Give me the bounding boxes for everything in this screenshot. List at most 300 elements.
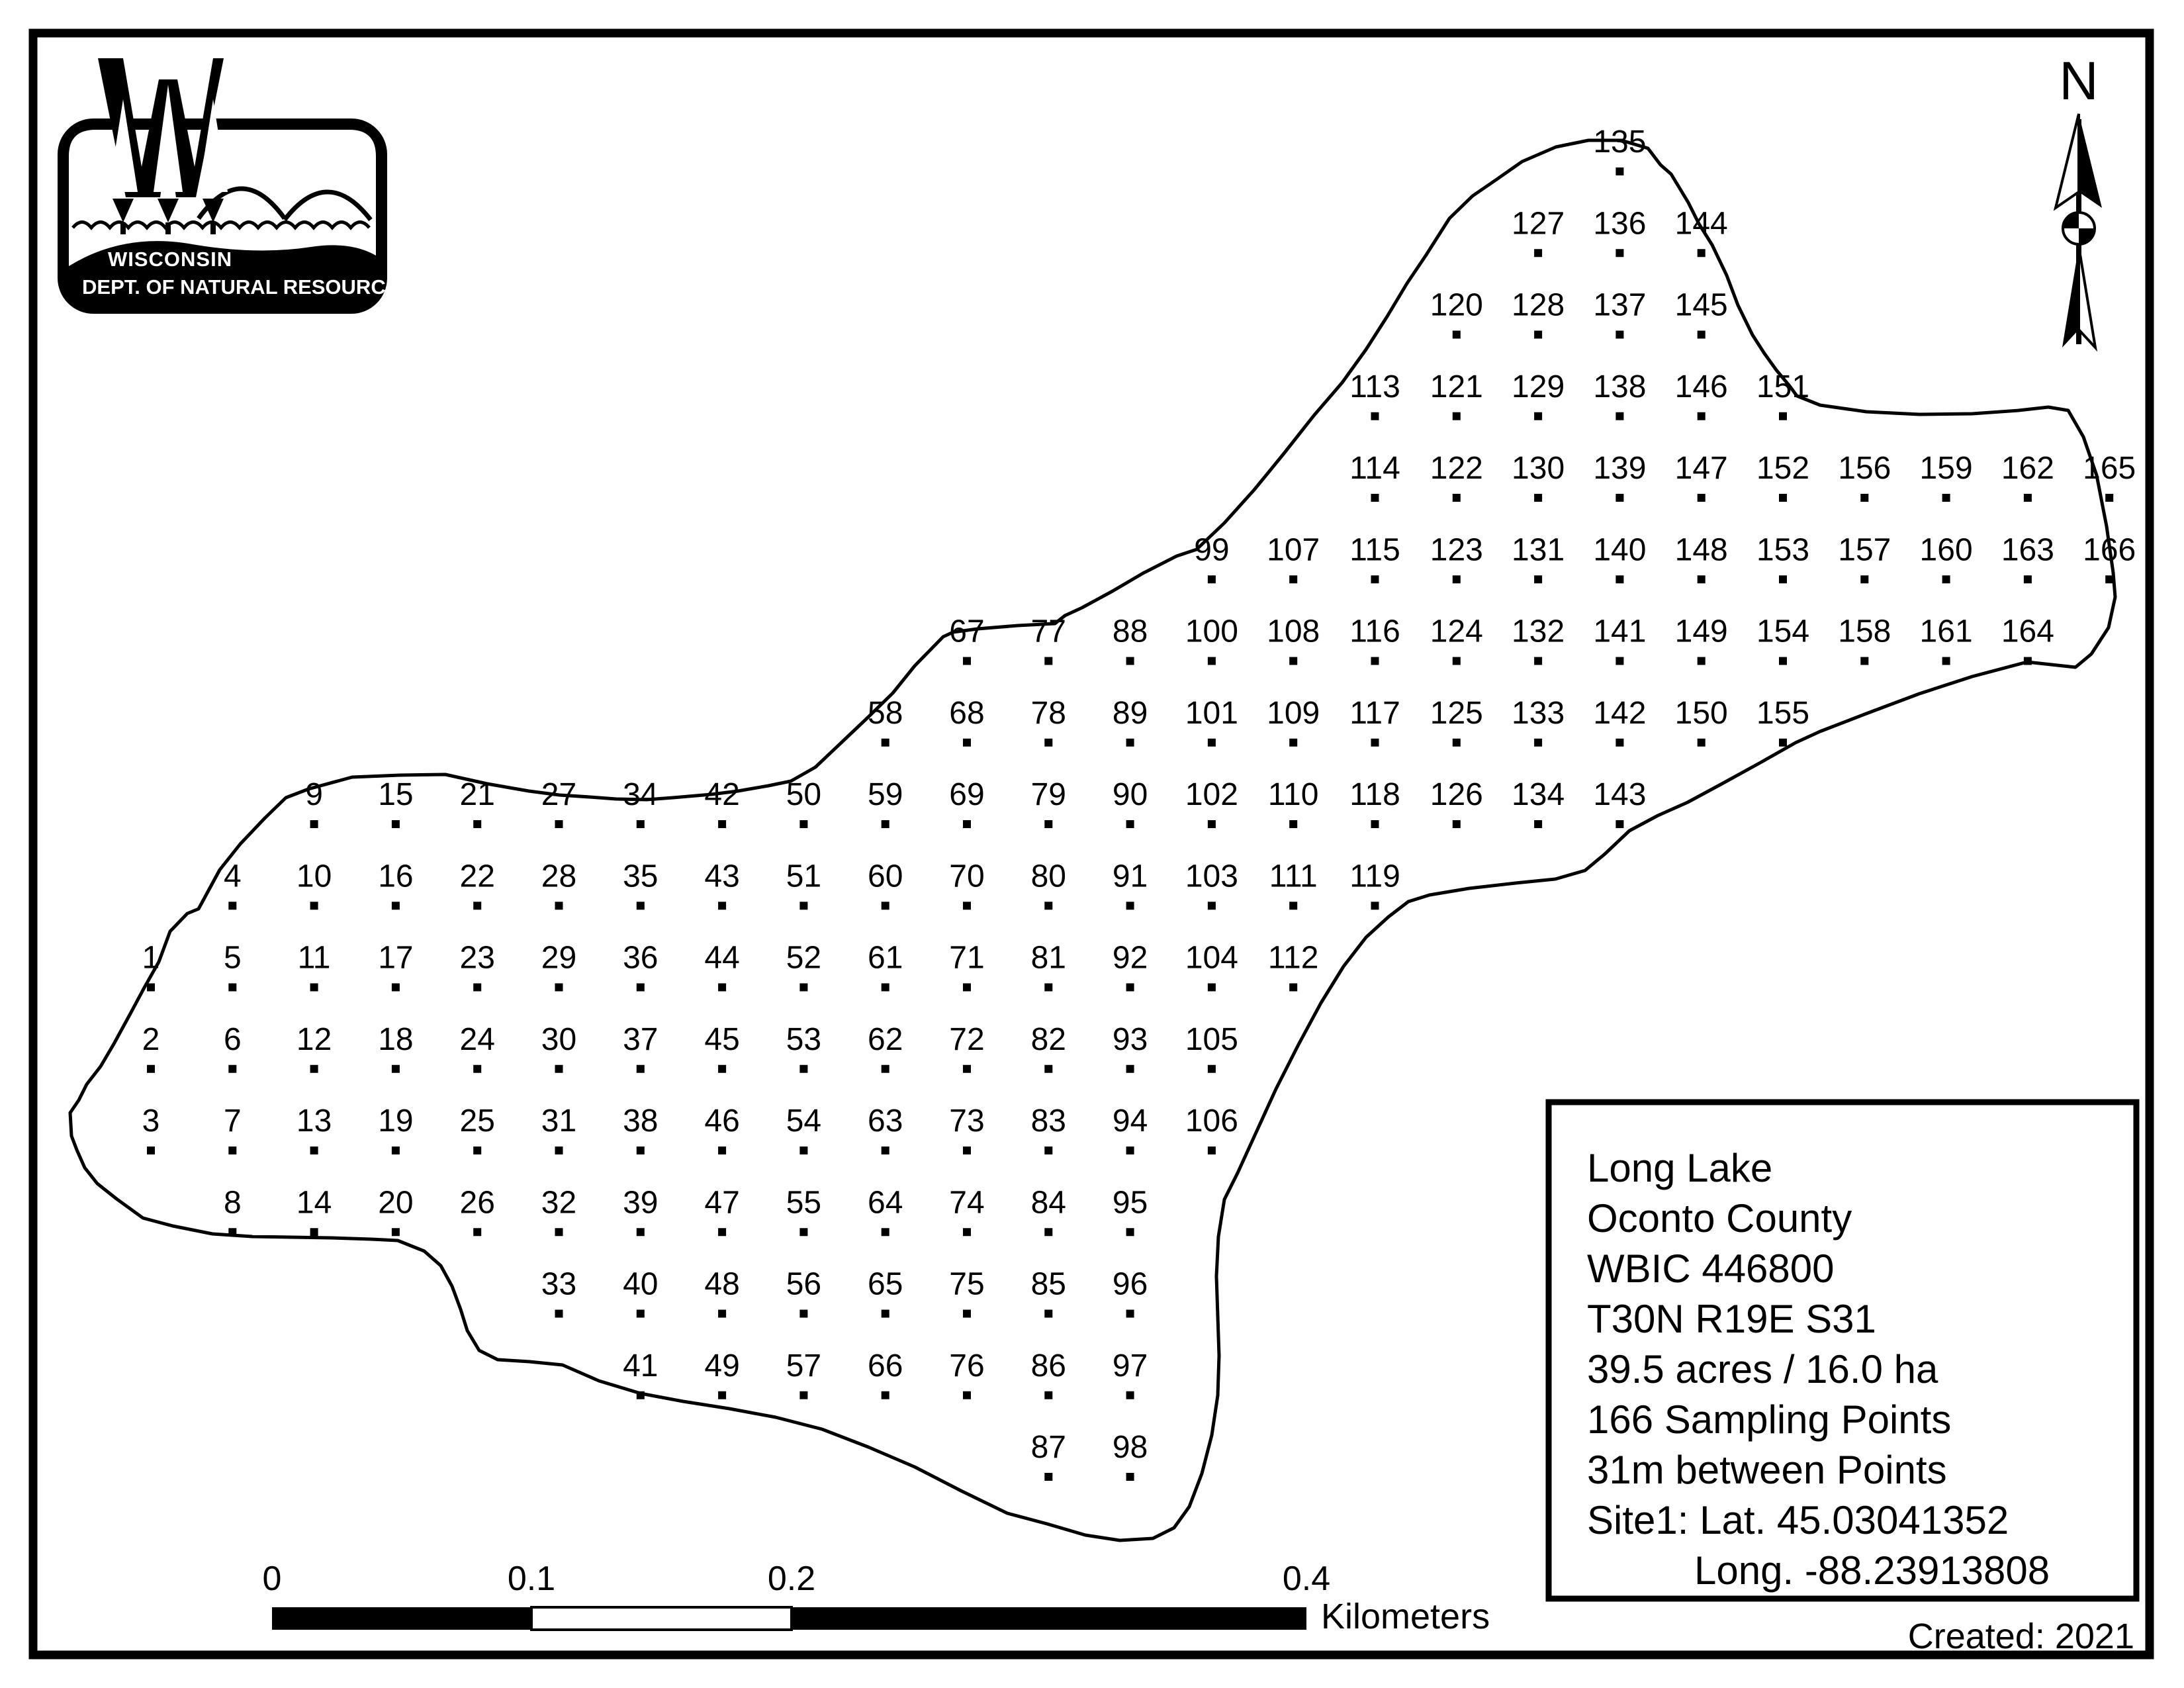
- sample-point-label-80: 80: [1030, 859, 1066, 894]
- sample-point-dot-96: [1126, 1310, 1134, 1318]
- sample-point-dot-90: [1126, 820, 1134, 828]
- sample-point-dot-123: [1453, 575, 1461, 583]
- sample-point-label-129: 129: [1512, 369, 1565, 404]
- sample-point-dot-11: [310, 984, 318, 992]
- sample-point-dot-29: [555, 984, 563, 992]
- sample-point-label-96: 96: [1112, 1266, 1148, 1302]
- sample-point-label-126: 126: [1430, 777, 1483, 812]
- sample-point-label-82: 82: [1030, 1021, 1066, 1057]
- sample-point-dot-32: [555, 1228, 563, 1236]
- info-line-area: 39.5 acres / 16.0 ha: [1587, 1347, 1938, 1391]
- sample-point-label-133: 133: [1512, 695, 1565, 731]
- sample-point-dot-56: [799, 1310, 807, 1318]
- sample-point-label-75: 75: [949, 1266, 985, 1302]
- sample-point-dot-28: [555, 902, 563, 910]
- sample-point-dot-78: [1044, 739, 1052, 747]
- sample-point-label-26: 26: [459, 1185, 495, 1221]
- sample-point-dot-73: [963, 1147, 971, 1154]
- sample-point-dot-86: [1044, 1391, 1052, 1399]
- sample-point-label-87: 87: [1030, 1430, 1066, 1465]
- sample-point-dot-93: [1126, 1065, 1134, 1073]
- sample-point-label-100: 100: [1185, 614, 1238, 649]
- sample-point-label-66: 66: [868, 1348, 903, 1383]
- sample-point-label-117: 117: [1349, 695, 1400, 731]
- sample-point-label-95: 95: [1112, 1185, 1148, 1221]
- sample-point-label-20: 20: [378, 1185, 414, 1221]
- sample-point-label-145: 145: [1674, 287, 1728, 323]
- sample-point-label-125: 125: [1430, 695, 1483, 731]
- sample-point-label-45: 45: [704, 1021, 740, 1057]
- scale-tick-0: 0: [262, 1560, 282, 1598]
- sample-point-label-128: 128: [1512, 287, 1565, 323]
- sample-point-label-14: 14: [296, 1185, 332, 1221]
- sample-point-label-55: 55: [786, 1185, 822, 1221]
- sample-point-label-97: 97: [1112, 1348, 1148, 1383]
- sample-point-dot-156: [1860, 494, 1868, 502]
- sample-point-label-148: 148: [1674, 532, 1728, 568]
- scale-tick-01: 0.1: [507, 1560, 556, 1598]
- sample-point-dot-63: [882, 1147, 889, 1154]
- sample-point-dot-142: [1615, 739, 1623, 747]
- sample-point-dot-146: [1698, 412, 1706, 420]
- sample-point-dot-162: [2024, 494, 2032, 502]
- sample-point-dot-69: [963, 820, 971, 828]
- sample-point-label-35: 35: [623, 859, 659, 894]
- sample-point-label-99: 99: [1194, 532, 1230, 568]
- sample-point-label-150: 150: [1674, 695, 1728, 731]
- sample-point-dot-39: [637, 1228, 645, 1236]
- sample-point-dot-140: [1615, 575, 1623, 583]
- sample-point-label-49: 49: [704, 1348, 740, 1383]
- sample-point-dot-166: [2105, 575, 2113, 583]
- sample-point-label-111: 111: [1269, 859, 1318, 894]
- info-line-longitude: Long. -88.23913808: [1694, 1548, 2050, 1593]
- sample-point-label-46: 46: [704, 1103, 740, 1139]
- sample-point-label-116: 116: [1349, 614, 1400, 649]
- sample-point-dot-81: [1044, 984, 1052, 992]
- sample-point-dot-121: [1453, 412, 1461, 420]
- sample-point-dot-100: [1208, 657, 1216, 665]
- sample-point-dot-34: [637, 820, 645, 828]
- sample-point-label-141: 141: [1593, 614, 1647, 649]
- sample-point-dot-36: [637, 984, 645, 992]
- sample-point-label-158: 158: [1838, 614, 1891, 649]
- sample-point-dot-125: [1453, 739, 1461, 747]
- sample-point-dot-120: [1453, 331, 1461, 339]
- sample-point-dot-46: [718, 1147, 726, 1154]
- sample-point-label-72: 72: [949, 1021, 985, 1057]
- sample-point-label-63: 63: [868, 1103, 903, 1139]
- sample-point-dot-27: [555, 820, 563, 828]
- sample-point-label-31: 31: [541, 1103, 577, 1139]
- sample-point-label-71: 71: [949, 940, 985, 976]
- sample-point-label-58: 58: [868, 695, 903, 731]
- sample-point-dot-65: [882, 1310, 889, 1318]
- sample-point-dot-135: [1615, 167, 1623, 175]
- sample-point-label-109: 109: [1267, 695, 1320, 731]
- info-line-county: Oconto County: [1587, 1196, 1852, 1241]
- sample-point-label-34: 34: [623, 777, 659, 812]
- sample-point-dot-157: [1860, 575, 1868, 583]
- sample-point-dot-37: [637, 1065, 645, 1073]
- sample-point-dot-38: [637, 1147, 645, 1154]
- info-line-lake-name: Long Lake: [1587, 1146, 1773, 1190]
- sample-point-dot-102: [1208, 820, 1216, 828]
- sample-point-dot-141: [1615, 657, 1623, 665]
- sample-point-label-67: 67: [949, 614, 985, 649]
- sample-point-dot-26: [473, 1228, 481, 1236]
- sample-point-label-123: 123: [1430, 532, 1483, 568]
- sample-point-dot-49: [718, 1391, 726, 1399]
- sample-point-label-140: 140: [1593, 532, 1647, 568]
- sample-point-label-146: 146: [1674, 369, 1728, 404]
- sample-point-label-18: 18: [378, 1021, 414, 1057]
- sample-point-label-57: 57: [786, 1348, 822, 1383]
- sample-point-label-32: 32: [541, 1185, 577, 1221]
- info-line-point-count: 166 Sampling Points: [1587, 1397, 1952, 1442]
- sample-point-dot-68: [963, 739, 971, 747]
- sample-point-dot-41: [637, 1391, 645, 1399]
- sample-point-dot-64: [882, 1228, 889, 1236]
- sample-point-dot-105: [1208, 1065, 1216, 1073]
- sample-point-dot-80: [1044, 902, 1052, 910]
- sample-point-label-40: 40: [623, 1266, 659, 1302]
- sample-point-dot-22: [473, 902, 481, 910]
- sample-point-dot-17: [392, 984, 400, 992]
- sample-point-label-23: 23: [459, 940, 495, 976]
- sample-point-dot-20: [392, 1228, 400, 1236]
- sample-point-label-76: 76: [949, 1348, 985, 1383]
- sample-point-label-21: 21: [459, 777, 495, 812]
- sample-point-dot-89: [1126, 739, 1134, 747]
- sample-point-label-56: 56: [786, 1266, 822, 1302]
- sample-point-label-114: 114: [1349, 451, 1400, 486]
- sample-point-label-134: 134: [1512, 777, 1565, 812]
- sample-point-dot-148: [1698, 575, 1706, 583]
- sample-point-dot-107: [1289, 575, 1297, 583]
- sample-point-dot-88: [1126, 657, 1134, 665]
- sample-point-label-74: 74: [949, 1185, 985, 1221]
- sample-point-label-142: 142: [1593, 695, 1647, 731]
- sample-point-dot-35: [637, 902, 645, 910]
- sample-point-dot-104: [1208, 984, 1216, 992]
- sample-point-dot-99: [1208, 575, 1216, 583]
- sample-point-label-28: 28: [541, 859, 577, 894]
- sample-point-dot-6: [228, 1065, 236, 1073]
- sample-point-label-78: 78: [1030, 695, 1066, 731]
- north-label: N: [2059, 51, 2099, 111]
- sample-point-dot-42: [718, 820, 726, 828]
- sample-point-dot-44: [718, 984, 726, 992]
- sample-point-label-60: 60: [868, 859, 903, 894]
- sample-point-dot-77: [1044, 657, 1052, 665]
- sample-point-label-84: 84: [1030, 1185, 1066, 1221]
- sample-point-label-112: 112: [1267, 940, 1319, 976]
- sample-point-label-38: 38: [623, 1103, 659, 1139]
- sample-point-label-51: 51: [786, 859, 822, 894]
- sample-point-label-154: 154: [1756, 614, 1810, 649]
- sample-point-dot-62: [882, 1065, 889, 1073]
- sample-point-label-93: 93: [1112, 1021, 1148, 1057]
- sample-point-dot-147: [1698, 494, 1706, 502]
- sample-point-dot-53: [799, 1065, 807, 1073]
- sample-point-label-64: 64: [868, 1185, 903, 1221]
- sample-point-dot-145: [1698, 331, 1706, 339]
- sample-point-dot-115: [1371, 575, 1379, 583]
- sample-point-dot-40: [637, 1310, 645, 1318]
- sample-point-label-70: 70: [949, 859, 985, 894]
- sample-point-dot-82: [1044, 1065, 1052, 1073]
- sample-point-label-106: 106: [1185, 1103, 1238, 1139]
- sample-point-dot-137: [1615, 331, 1623, 339]
- sample-point-dot-12: [310, 1065, 318, 1073]
- sample-point-dot-18: [392, 1065, 400, 1073]
- sample-point-label-156: 156: [1838, 451, 1891, 486]
- sample-point-dot-57: [799, 1391, 807, 1399]
- sample-point-dot-48: [718, 1310, 726, 1318]
- logo-text-dept: DEPT. OF NATURAL RESOURCES: [82, 275, 414, 299]
- sample-point-dot-138: [1615, 412, 1623, 420]
- sample-point-dot-165: [2105, 494, 2113, 502]
- sample-point-dot-117: [1371, 739, 1379, 747]
- sample-point-label-53: 53: [786, 1021, 822, 1057]
- sample-point-label-22: 22: [459, 859, 495, 894]
- sample-point-dot-31: [555, 1147, 563, 1154]
- sample-point-label-118: 118: [1349, 777, 1400, 812]
- sample-point-dot-163: [2024, 575, 2032, 583]
- sample-point-dot-25: [473, 1147, 481, 1154]
- sample-point-dot-152: [1779, 494, 1787, 502]
- sample-point-label-39: 39: [623, 1185, 659, 1221]
- sample-point-dot-97: [1126, 1391, 1134, 1399]
- sample-point-dot-74: [963, 1228, 971, 1236]
- sample-point-label-105: 105: [1185, 1021, 1238, 1057]
- sample-point-dot-91: [1126, 902, 1134, 910]
- sample-point-dot-10: [310, 902, 318, 910]
- sample-point-dot-149: [1698, 657, 1706, 665]
- sample-point-label-94: 94: [1112, 1103, 1148, 1139]
- sample-point-dot-71: [963, 984, 971, 992]
- sample-point-dot-45: [718, 1065, 726, 1073]
- sample-point-dot-151: [1779, 412, 1787, 420]
- sample-point-label-30: 30: [541, 1021, 577, 1057]
- sample-point-label-107: 107: [1267, 532, 1320, 568]
- info-line-wbic: WBIC 446800: [1587, 1246, 1835, 1291]
- sample-point-label-89: 89: [1112, 695, 1148, 731]
- sample-point-label-103: 103: [1185, 859, 1238, 894]
- sample-point-label-10: 10: [296, 859, 332, 894]
- sample-point-dot-21: [473, 820, 481, 828]
- sample-point-dot-4: [228, 902, 236, 910]
- scale-bar-segment-3: [792, 1607, 1306, 1630]
- sample-point-dot-124: [1453, 657, 1461, 665]
- sample-point-label-143: 143: [1593, 777, 1647, 812]
- sample-point-label-155: 155: [1756, 695, 1810, 731]
- scale-bar-segment-1: [272, 1607, 531, 1630]
- sample-point-dot-67: [963, 657, 971, 665]
- sample-point-dot-103: [1208, 902, 1216, 910]
- sample-point-label-4: 4: [223, 859, 242, 894]
- sample-point-label-6: 6: [223, 1021, 242, 1057]
- sample-point-dot-51: [799, 902, 807, 910]
- sample-point-label-90: 90: [1112, 777, 1148, 812]
- sample-point-label-59: 59: [868, 777, 903, 812]
- info-line-spacing: 31m between Points: [1587, 1448, 1947, 1492]
- sample-point-dot-79: [1044, 820, 1052, 828]
- sample-point-label-161: 161: [1919, 614, 1973, 649]
- sample-point-dot-153: [1779, 575, 1787, 583]
- logo-text-wisconsin: WISCONSIN: [108, 248, 233, 271]
- sample-point-dot-1: [147, 984, 155, 992]
- sample-point-label-164: 164: [2001, 614, 2054, 649]
- sample-point-label-151: 151: [1756, 369, 1810, 404]
- sample-point-dot-55: [799, 1228, 807, 1236]
- sample-point-dot-113: [1371, 412, 1379, 420]
- sample-point-label-153: 153: [1756, 532, 1810, 568]
- sample-point-dot-23: [473, 984, 481, 992]
- sample-point-dot-3: [147, 1147, 155, 1154]
- sample-point-dot-150: [1698, 739, 1706, 747]
- sample-point-label-144: 144: [1674, 206, 1728, 242]
- sample-point-label-52: 52: [786, 940, 822, 976]
- sample-point-label-130: 130: [1512, 451, 1565, 486]
- sample-point-label-121: 121: [1430, 369, 1483, 404]
- sample-point-label-124: 124: [1430, 614, 1483, 649]
- sample-point-label-12: 12: [296, 1021, 332, 1057]
- sample-point-label-98: 98: [1112, 1430, 1148, 1465]
- sample-point-dot-13: [310, 1147, 318, 1154]
- sample-point-dot-15: [392, 820, 400, 828]
- sample-point-label-138: 138: [1593, 369, 1647, 404]
- sample-point-label-132: 132: [1512, 614, 1565, 649]
- sample-point-label-83: 83: [1030, 1103, 1066, 1139]
- sample-point-label-27: 27: [541, 777, 577, 812]
- sample-point-dot-92: [1126, 984, 1134, 992]
- sample-point-label-9: 9: [305, 777, 323, 812]
- sample-point-label-119: 119: [1349, 859, 1400, 894]
- sample-point-label-131: 131: [1512, 532, 1565, 568]
- sample-point-dot-139: [1615, 494, 1623, 502]
- sample-point-label-13: 13: [296, 1103, 332, 1139]
- sample-point-label-69: 69: [949, 777, 985, 812]
- sample-point-dot-58: [882, 739, 889, 747]
- sample-point-dot-101: [1208, 739, 1216, 747]
- sample-point-label-5: 5: [223, 940, 242, 976]
- sample-point-dot-109: [1289, 739, 1297, 747]
- sample-point-label-19: 19: [378, 1103, 414, 1139]
- sample-point-label-101: 101: [1185, 695, 1238, 731]
- sample-point-dot-33: [555, 1310, 563, 1318]
- sample-point-dot-136: [1615, 249, 1623, 257]
- sample-point-dot-5: [228, 984, 236, 992]
- sample-point-label-11: 11: [297, 940, 331, 976]
- sample-point-dot-159: [1942, 494, 1950, 502]
- sample-point-dot-95: [1126, 1228, 1134, 1236]
- sample-point-label-17: 17: [378, 940, 414, 976]
- sample-point-label-120: 120: [1430, 287, 1483, 323]
- sample-point-dot-164: [2024, 657, 2032, 665]
- sample-point-label-3: 3: [142, 1103, 160, 1139]
- sample-point-label-165: 165: [2083, 451, 2136, 486]
- sample-point-label-77: 77: [1030, 614, 1066, 649]
- sample-point-dot-133: [1534, 739, 1542, 747]
- sample-point-label-162: 162: [2001, 451, 2054, 486]
- sample-point-dot-24: [473, 1065, 481, 1073]
- sample-point-dot-52: [799, 984, 807, 992]
- sample-point-dot-154: [1779, 657, 1787, 665]
- sample-point-label-137: 137: [1593, 287, 1647, 323]
- sample-point-dot-7: [228, 1147, 236, 1154]
- sample-point-label-135: 135: [1593, 124, 1647, 160]
- info-box: [1549, 1102, 2136, 1599]
- sample-point-dot-94: [1126, 1147, 1134, 1154]
- sample-point-dot-66: [882, 1391, 889, 1399]
- sample-point-label-136: 136: [1593, 206, 1647, 242]
- sample-point-label-48: 48: [704, 1266, 740, 1302]
- sample-point-label-149: 149: [1674, 614, 1728, 649]
- sample-point-dot-76: [963, 1391, 971, 1399]
- sample-point-dot-112: [1289, 984, 1297, 992]
- sample-point-dot-84: [1044, 1228, 1052, 1236]
- sample-point-dot-144: [1698, 249, 1706, 257]
- sample-point-dot-14: [310, 1228, 318, 1236]
- sample-point-dot-30: [555, 1065, 563, 1073]
- sample-point-label-139: 139: [1593, 451, 1647, 486]
- sample-point-dot-127: [1534, 249, 1542, 257]
- sample-point-dot-130: [1534, 494, 1542, 502]
- sample-point-dot-155: [1779, 739, 1787, 747]
- sample-point-label-61: 61: [868, 940, 903, 976]
- sample-point-dot-61: [882, 984, 889, 992]
- sample-point-label-108: 108: [1267, 614, 1320, 649]
- sample-point-dot-60: [882, 902, 889, 910]
- sample-point-dot-50: [799, 820, 807, 828]
- sample-point-label-47: 47: [704, 1185, 740, 1221]
- sample-point-dot-83: [1044, 1147, 1052, 1154]
- sample-point-label-41: 41: [623, 1348, 659, 1383]
- sample-point-dot-75: [963, 1310, 971, 1318]
- sample-point-dot-161: [1942, 657, 1950, 665]
- sample-point-dot-111: [1289, 902, 1297, 910]
- sample-point-label-65: 65: [868, 1266, 903, 1302]
- sample-point-dot-2: [147, 1065, 155, 1073]
- sample-point-dot-126: [1453, 820, 1461, 828]
- sample-point-dot-9: [310, 820, 318, 828]
- sample-point-label-29: 29: [541, 940, 577, 976]
- sample-point-dot-128: [1534, 331, 1542, 339]
- sample-point-label-15: 15: [378, 777, 414, 812]
- sample-point-label-8: 8: [223, 1185, 242, 1221]
- sample-point-label-159: 159: [1919, 451, 1973, 486]
- sample-point-dot-119: [1371, 902, 1379, 910]
- sample-point-label-36: 36: [623, 940, 659, 976]
- sample-point-label-122: 122: [1430, 451, 1483, 486]
- sample-point-dot-106: [1208, 1147, 1216, 1154]
- sample-point-dot-87: [1044, 1473, 1052, 1481]
- sample-point-label-42: 42: [704, 777, 740, 812]
- sample-point-label-91: 91: [1112, 859, 1148, 894]
- scale-tick-02: 0.2: [767, 1560, 816, 1598]
- sample-point-label-157: 157: [1838, 532, 1891, 568]
- sample-point-label-110: 110: [1267, 777, 1319, 812]
- sample-point-label-115: 115: [1349, 532, 1400, 568]
- sample-point-label-79: 79: [1030, 777, 1066, 812]
- scale-unit-label: Kilometers: [1321, 1597, 1490, 1636]
- sample-point-dot-143: [1615, 820, 1623, 828]
- sample-point-label-43: 43: [704, 859, 740, 894]
- created-label: Created: 2021: [1907, 1617, 2134, 1656]
- sample-point-label-166: 166: [2083, 532, 2136, 568]
